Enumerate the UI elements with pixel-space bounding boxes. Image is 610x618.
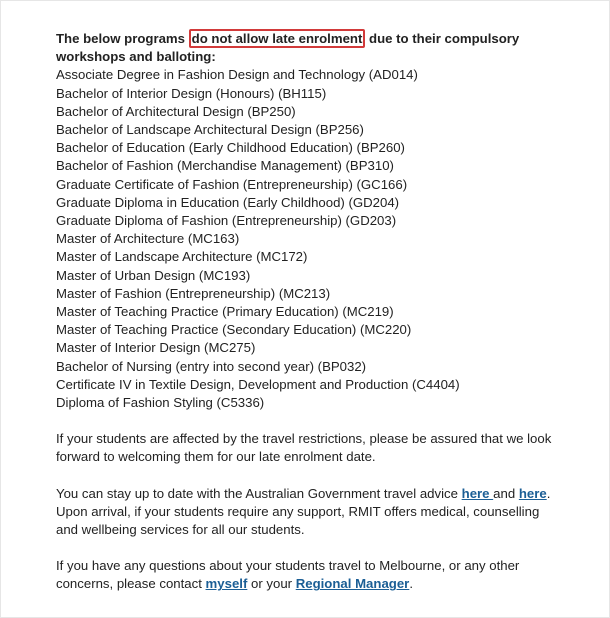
program-item: Graduate Certificate of Fashion (Entrepreneurship) (GC166) (56, 176, 408, 192)
program-item: Master of Interior Design (MC275) (56, 340, 256, 356)
contact-paragraph (56, 557, 556, 593)
travel-advice-link-1[interactable]: here (461, 485, 494, 501)
program-item: Associate Degree in Fashion Design and Technology (AD014) (56, 67, 418, 83)
program-item: Bachelor of Education (Early Childhood Education) (BP260) (56, 140, 405, 156)
email-body (56, 30, 556, 594)
program-item: Certificate IV in Textile Design, Development and Production (C4404) (56, 376, 460, 392)
program-item: Master of Urban Design (MC193) (56, 267, 251, 283)
intro-prefix: The below programs (56, 31, 189, 46)
intro-suffix: due to their compulsory workshops and balloting: (56, 31, 520, 65)
contact-text-3: . (409, 576, 413, 592)
program-item: Bachelor of Fashion (Merchandise Management) (BP310) (56, 158, 394, 174)
advice-text-3: . Upon arrival, if your students require any support, RMIT offers medical, counselling and wellbeing services for all our students. (56, 485, 551, 538)
program-item: Master of Teaching Practice (Primary Education) (MC219) (56, 304, 394, 320)
program-item: Graduate Diploma in Education (Early Childhood) (GD204) (56, 194, 400, 210)
regional-manager-link[interactable]: Regional Manager (295, 576, 410, 592)
program-item: Graduate Diploma of Fashion (Entrepreneurship) (GD203) (56, 213, 397, 229)
myself-link[interactable]: myself (205, 576, 248, 592)
travel-advice-link-2[interactable]: here (518, 485, 547, 501)
program-item: Master of Architecture (MC163) (56, 231, 240, 247)
highlighted-phrase: do not allow late enrolment (189, 29, 366, 48)
intro-heading (56, 30, 556, 66)
contact-text-1: If you have any questions about your students travel to Melbourne, or any other concerns, please contact (56, 558, 520, 592)
travel-paragraph: If your students are affected by the travel restrictions, please be assured that we look forward to welcoming them for our late enrolment date. (56, 431, 552, 465)
program-item: Master of Landscape Architecture (MC172) (56, 249, 308, 265)
program-list (56, 66, 556, 412)
program-item: Master of Fashion (Entrepreneurship) (MC213) (56, 285, 331, 301)
program-item: Diploma of Fashion Styling (C5336) (56, 395, 265, 411)
program-item: Bachelor of Architectural Design (BP250) (56, 103, 296, 119)
advice-text-2: and (493, 485, 519, 501)
program-item: Master of Teaching Practice (Secondary Education) (MC220) (56, 322, 412, 338)
advice-paragraph (56, 485, 556, 540)
program-item: Bachelor of Nursing (entry into second year) (BP032) (56, 358, 367, 374)
program-item: Bachelor of Interior Design (Honours) (BH115) (56, 85, 327, 101)
advice-text-1: You can stay up to date with the Australian Government travel advice (56, 485, 462, 501)
program-item: Bachelor of Landscape Architectural Design (BP256) (56, 122, 364, 138)
contact-text-2: or your (247, 576, 296, 592)
